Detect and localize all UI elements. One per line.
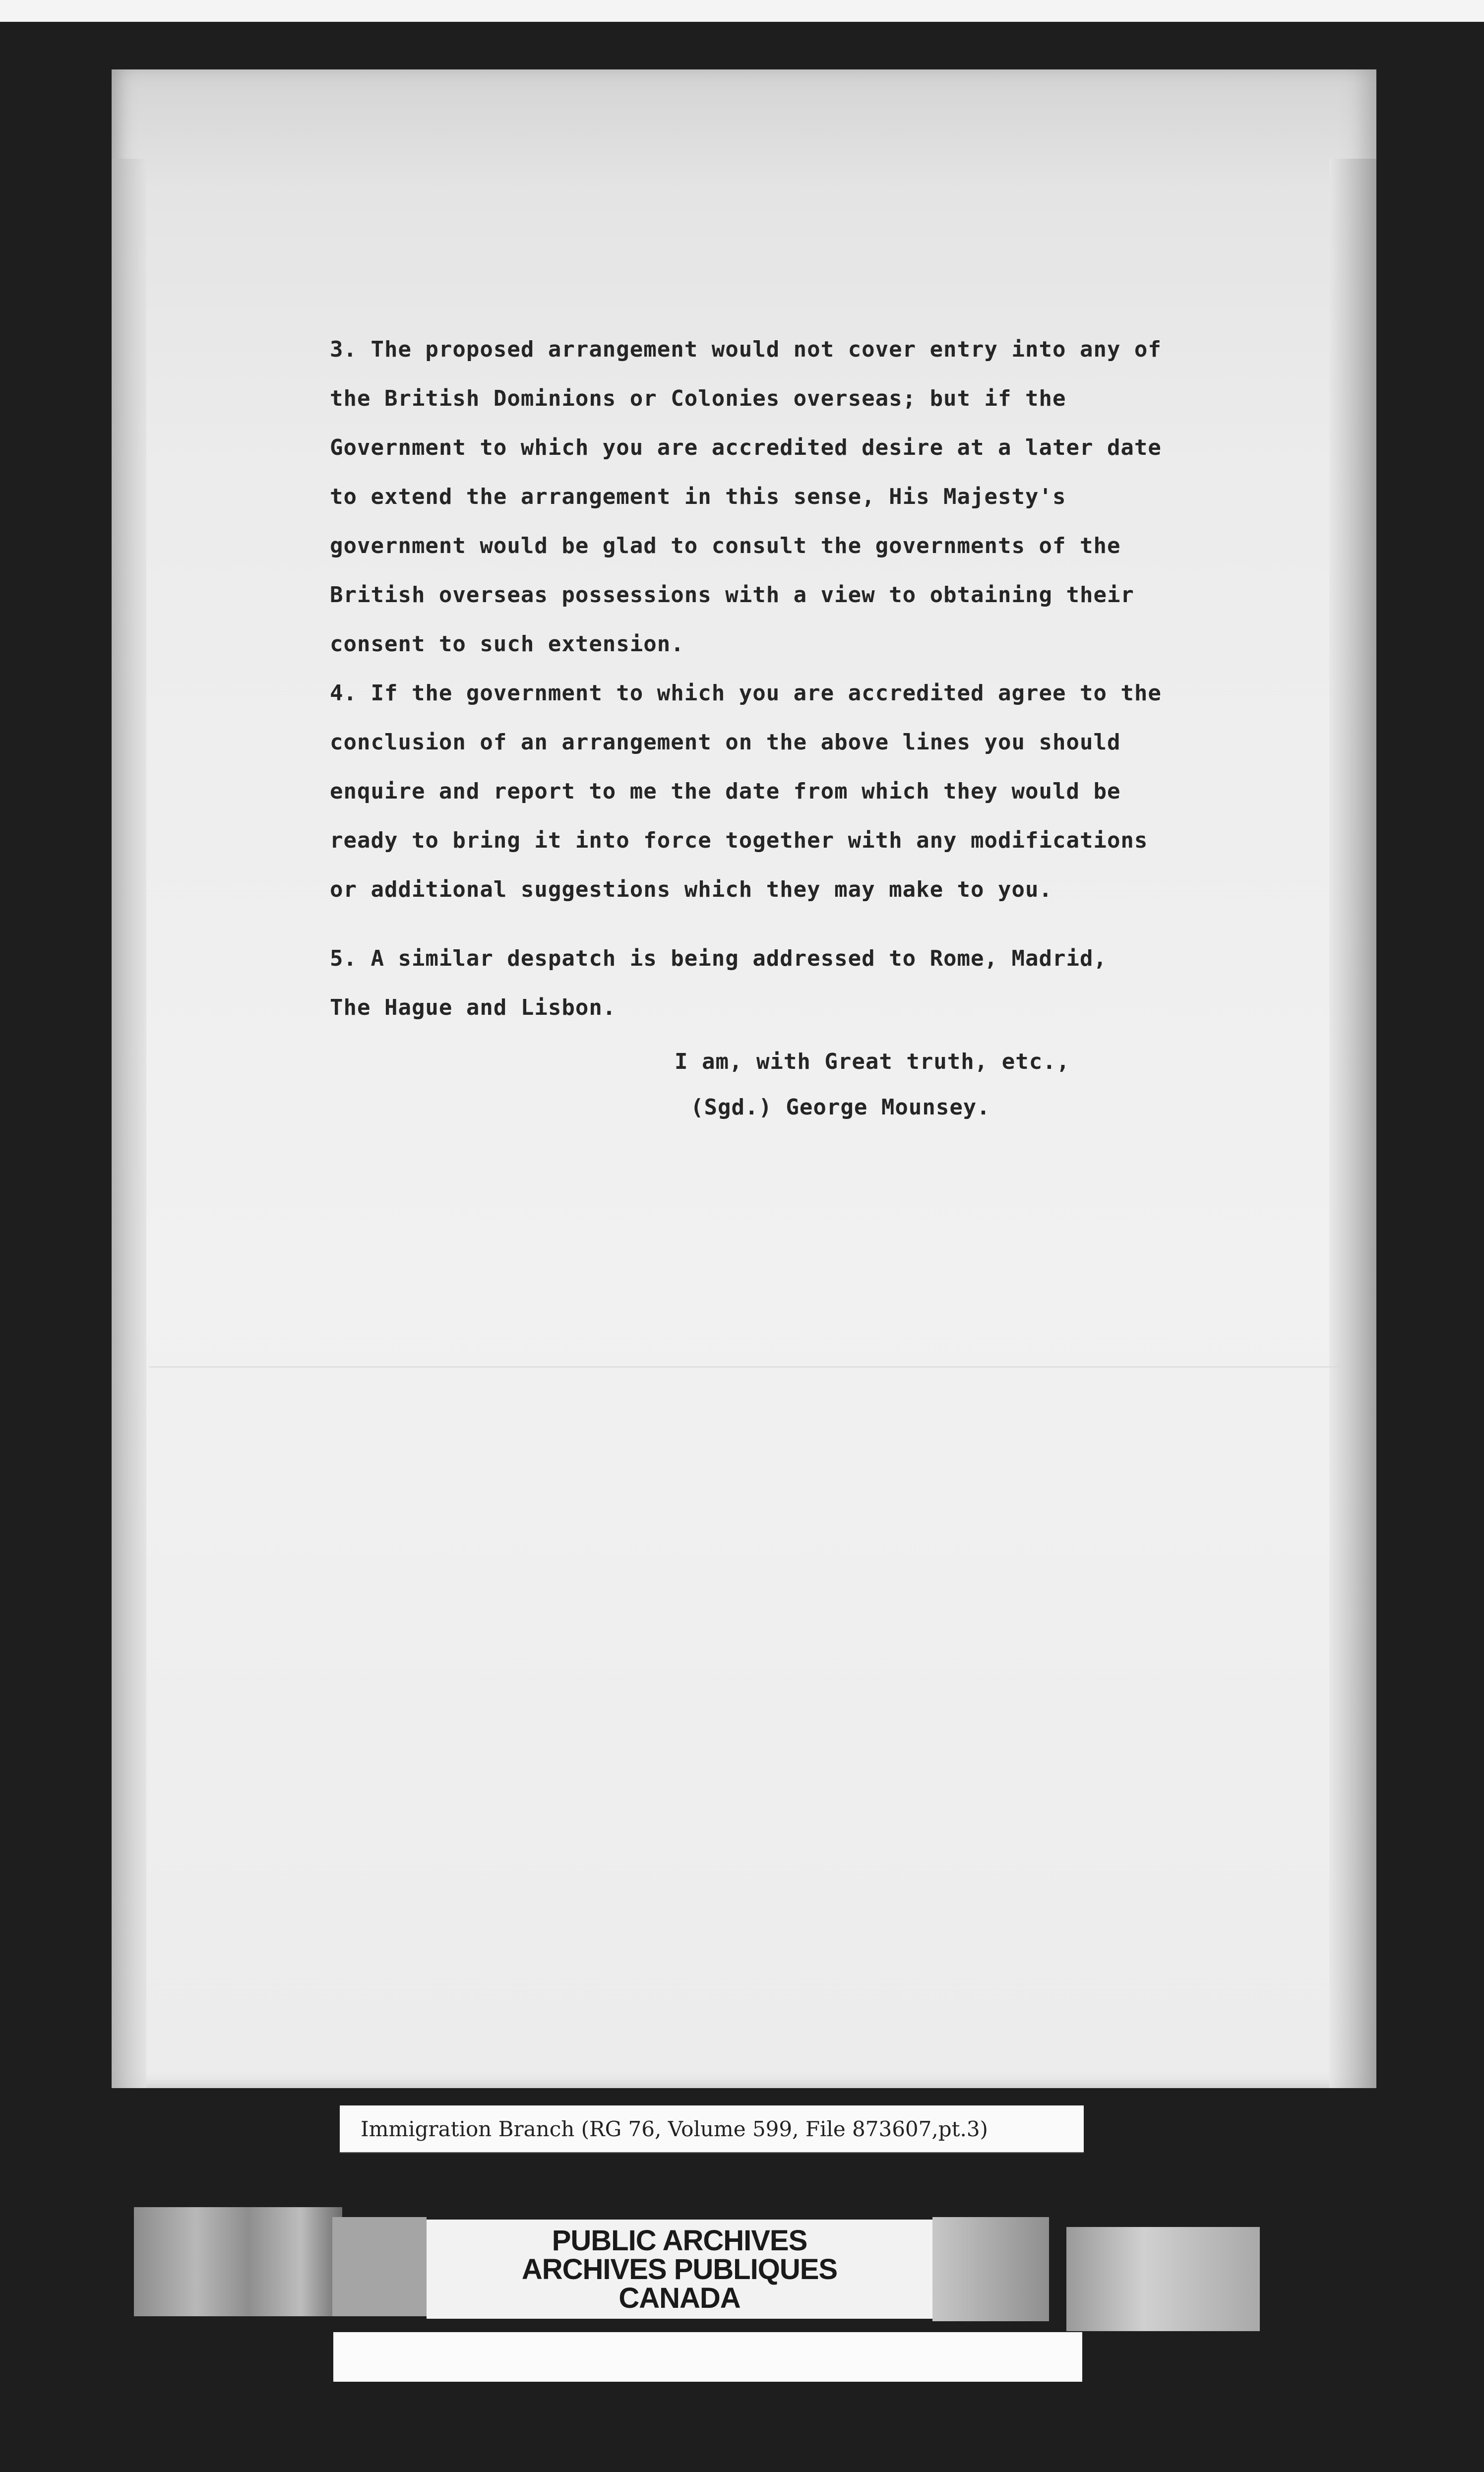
film-strip-right: [1066, 2227, 1260, 2331]
page-right-edge-shadow: [1329, 159, 1376, 2088]
closing-line: I am, with Great truth, etc.,: [675, 1049, 1070, 1074]
body-line: British overseas possessions with a view to obtaining their: [330, 582, 1134, 608]
page-left-edge-shadow: [112, 159, 146, 2088]
body-line: The Hague and Lisbon.: [330, 995, 617, 1020]
letter-closing: [675, 1039, 1070, 1130]
body-line: 3. The proposed arrangement would not cover entry into any of: [330, 337, 1162, 362]
archives-stamp: [427, 2220, 932, 2319]
body-line: to extend the arrangement in this sense, His Majesty's: [330, 484, 1066, 509]
stamp-line: PUBLIC ARCHIVES: [552, 2225, 807, 2257]
archive-blank-label: [333, 2332, 1082, 2382]
body-line: consent to such extension.: [330, 631, 684, 657]
body-line: 5. A similar despatch is being addressed to Rome, Madrid,: [330, 946, 1107, 971]
body-line: conclusion of an arrangement on the above lines you should: [330, 730, 1121, 755]
body-line: government would be glad to consult the governments of the: [330, 533, 1121, 558]
page-fold-line: [149, 1366, 1339, 1367]
body-line: or additional suggestions which they may make to you.: [330, 877, 1052, 902]
body-line: enquire and report to me the date from which they would be: [330, 779, 1121, 804]
stamp-line: ARCHIVES PUBLIQUES: [521, 2253, 838, 2286]
signature-line: (Sgd.) George Mounsey.: [690, 1095, 990, 1120]
body-line: ready to bring it into force together with any modifications: [330, 828, 1148, 853]
film-strip-left: [134, 2207, 342, 2316]
stamp-line: CANADA: [618, 2282, 741, 2314]
letter-body: [330, 325, 1272, 1032]
body-line: 4. If the government to which you are accredited agree to the: [330, 680, 1162, 706]
scan-top-border: [0, 0, 1484, 22]
film-strip-right-inner: [932, 2217, 1049, 2321]
film-strip-left-inner: [332, 2217, 427, 2316]
archive-reference-label: Immigration Branch (RG 76, Volume 599, File 873607,pt.3): [340, 2105, 1084, 2153]
body-line: the British Dominions or Colonies overseas; but if the: [330, 386, 1066, 411]
body-line: Government to which you are accredited desire at a later date: [330, 435, 1162, 460]
